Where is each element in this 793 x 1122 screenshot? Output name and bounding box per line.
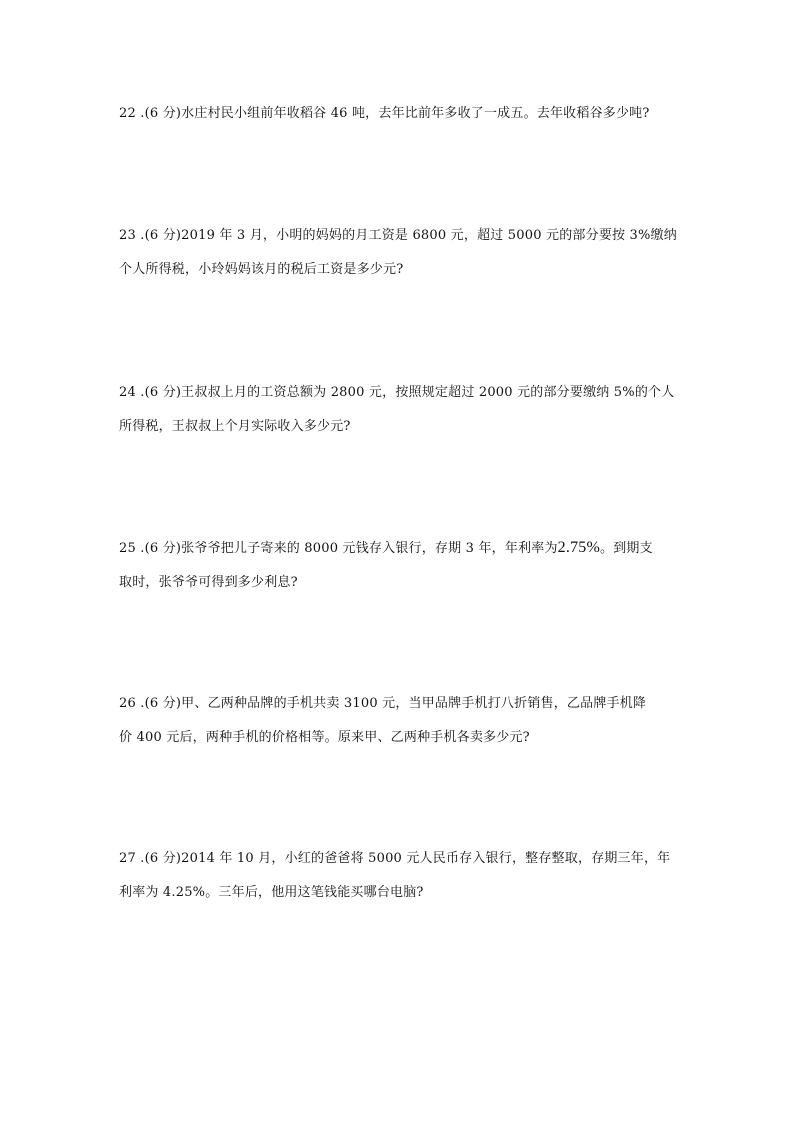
question-text: 2014 年 10 月，小红的爸爸将 5000 元人民币存入银行，整存整取，存期三年，年 bbox=[181, 851, 671, 866]
question-text: 2019 年 3 月，小明的妈妈的月工资是 6800 元，超过 5000 元的部分要按 3%缴纳 bbox=[181, 228, 677, 243]
question-26-line-1: 26 .(6 分)甲、乙两种品牌的手机共卖 3100 元，当甲品牌手机打八折销售，乙品牌手机降 bbox=[119, 696, 647, 711]
question-points: (6 分) bbox=[144, 541, 182, 556]
question-23-line-1: 23 .(6 分)2019 年 3 月，小明的妈妈的月工资是 6800 元，超过 5000 元的部分要按 3%缴纳 bbox=[119, 228, 677, 243]
question-24 bbox=[119, 376, 679, 444]
question-points: (6 分) bbox=[144, 851, 182, 866]
question-26 bbox=[119, 687, 679, 755]
question-text: 王叔叔上月的工资总额为 2800 元，按照规定超过 2000 元的部分要缴纳 5%的个人 bbox=[181, 385, 675, 400]
question-points: (6 分) bbox=[144, 106, 182, 121]
question-22-line-1: 22 .(6 分)水庄村民小组前年收稻谷 46 吨，去年比前年多收了一成五。去年收稻谷多少吨? bbox=[119, 106, 650, 121]
question-number: 22 bbox=[119, 106, 136, 121]
question-number: 24 bbox=[119, 385, 136, 400]
question-24-line-2: 所得税，王叔叔上个月实际收入多少元? bbox=[119, 419, 351, 434]
question-23-line-2: 个人所得税，小玲妈妈该月的税后工资是多少元? bbox=[119, 262, 404, 277]
question-text-tail: 。到期支 bbox=[600, 541, 653, 556]
question-26-line-2: 价 400 元后，两种手机的价格相等。原来甲、乙两种手机各卖多少元? bbox=[119, 730, 530, 745]
question-number: 26 bbox=[119, 696, 136, 711]
question-points: (6 分) bbox=[144, 228, 182, 243]
question-27 bbox=[119, 842, 679, 910]
question-24-line-1: 24 .(6 分)王叔叔上月的工资总额为 2800 元，按照规定超过 2000 元的部分要缴纳 5%的个人 bbox=[119, 385, 675, 400]
question-27-line-2: 利率为 4.25%。三年后，他用这笔钱能买哪台电脑? bbox=[119, 885, 424, 900]
question-27-line-1: 27 .(6 分)2014 年 10 月，小红的爸爸将 5000 元人民币存入银行，整存整取，存期三年，年 bbox=[119, 851, 671, 866]
question-points: (6 分) bbox=[144, 385, 182, 400]
question-text: 张爷爷把儿子寄来的 8000 元钱存入银行，存期 3 年，年利率为 bbox=[181, 541, 558, 556]
interest-rate: 2.75% bbox=[557, 539, 600, 556]
question-number: 25 bbox=[119, 541, 136, 556]
question-text: 甲、乙两种品牌的手机共卖 3100 元，当甲品牌手机打八折销售，乙品牌手机降 bbox=[181, 696, 647, 711]
question-25-line-1: 25 .(6 分)张爷爷把儿子寄来的 8000 元钱存入银行，存期 3 年，年利率为2.75%。到期支 bbox=[119, 539, 653, 556]
question-23 bbox=[119, 219, 679, 287]
question-number: 23 bbox=[119, 228, 136, 243]
question-25-line-2: 取时，张爷爷可得到多少利息? bbox=[119, 575, 298, 590]
question-number: 27 bbox=[119, 851, 136, 866]
question-text: 水庄村民小组前年收稻谷 46 吨，去年比前年多收了一成五。去年收稻谷多少吨? bbox=[181, 106, 650, 121]
question-22 bbox=[119, 97, 679, 131]
question-25 bbox=[119, 531, 679, 600]
question-points: (6 分) bbox=[144, 696, 182, 711]
